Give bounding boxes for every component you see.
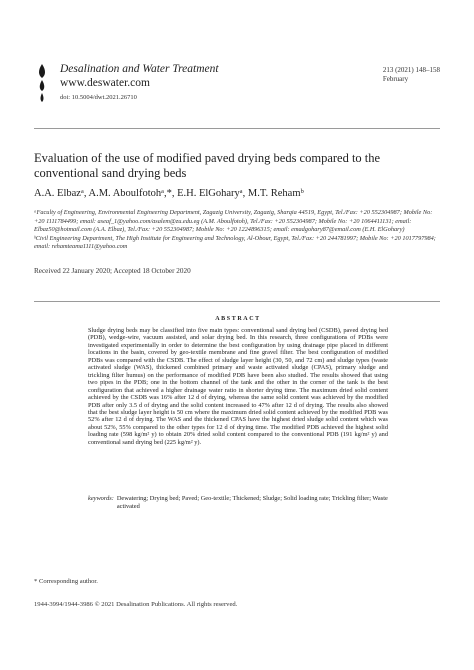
journal-logo-icon (34, 62, 50, 106)
journal-header (60, 62, 219, 101)
article-title: Evaluation of the use of modified paved drying beds compared to the conventional sand drying beds (34, 151, 381, 180)
copyright-footer: 1944-3994/1944-3986 © 2021 Desalination Publications. All rights reserved. (34, 601, 238, 608)
keywords-list: Dewatering; Drying bed; Paved; Geo-textile; Thickened; Sludge; Solid loading rate; Trickling filter; Waste activated (116, 495, 388, 510)
doi-link[interactable]: doi: 10.5004/dwt.2021.26710 (60, 94, 137, 101)
author-list: A.A. Elbazᵃ, A.M. Aboulfotohᵃ,*, E.H. ElGoharyᵃ, M.T. Rehamᵇ (34, 188, 304, 199)
received-dates: Received 22 January 2020; Accepted 18 October 2020 (34, 267, 191, 275)
abstract-heading: ABSTRACT (215, 316, 261, 322)
affiliations (34, 209, 444, 252)
header-divider (34, 128, 440, 129)
journal-url[interactable]: www.deswater.com (60, 77, 150, 89)
issue-info (383, 66, 440, 84)
affiliation-b: ᵇCivil Engineering Department, The High Institute for Engineering and Technology, Al-Obour, Egypt, Tel./Fax: +20 244781997; Mobile No: +20 1017797984; email: rehamteama1111@yahoo.com (34, 234, 436, 251)
journal-name: Desalination and Water Treatment (60, 63, 219, 75)
keywords-block (88, 495, 388, 510)
issue-volume-pages: 213 (2021) 148–158 (382, 66, 440, 74)
affiliation-a: ᵃFaculty of Engineering, Environmental Engineering Department, Zagazig University, Zagazig, Sharqia 44519, Egypt, Tel./Fax: +20 552304987; Mobile No: +20 1111784499; email: aseaf_1@yahoo.com/asalem@zu.edu.eg (A.M. Aboulfotoh), Tel./Fax: +20 552304987; Mobile No: +20 1064411131; email: Elbaz50@hotmail.com (A.A. Elbaz), Tel./Fax: +20 552304987; Mobile No: +20 1224896315; email: emadgohary87@email.com (E.H. ElGohary) (34, 209, 433, 234)
abstract-text: Sludge drying beds may be classified into five main types: conventional sand drying bed (CSDB), paved drying bed (PDB), wedge-wire, vacuum assisted, and solar drying bed. In this research, three configurations of PDBs were investigated experimentally in order to determine the best configuration by using drainage pipe placed in different locations in the basin, covered by geo-textile membrane and fine gravel filter. The best configuration of modified PDBs was compared with the CSDB. The effect of sludge layer height (30, 50, and 72 cm) and sludge types (waste activated sludge (WAS), thickened combined primary and waste activated sludge (CPAS), primary sludge and trickling filter humus) on the performance of modified PDB have been also studied. The results showed that using two pipes in the PDB; one in the bottom channel of the tank and the other in the corner of the tank is the best configuration that achieved a higher drainage water ratio in shorter drying time. The maximum dried solid content achieved by the CSDB was 16% after 12 d of drying, whereas the same solid content was achieved by the modified PDB after only 3.5 d of drying and the solid content increased to 47% after 12 d of drying. The results also showed that the best sludge layer height is 50 cm where the maximum dried solid content achieved by the modified PDB was 52% after 12 d of drying. The WAS and the thickened CPAS have the highest dried sludge solid content which was about 52%, 55% compared to the other types for 12 d of drying time. The modified PDB achieved the highest solid loading rate (598 kg/m² y) to obtain 20% dried solid content compared to the conventional PDB (191 kg/m² y) and conventional sand drying bed (225 kg/m² y). (88, 327, 388, 446)
keywords-label: keywords: (88, 495, 114, 502)
issue-month: February (382, 75, 409, 83)
corresponding-author-note: * Corresponding author. (34, 578, 98, 585)
abstract-divider (34, 301, 440, 302)
